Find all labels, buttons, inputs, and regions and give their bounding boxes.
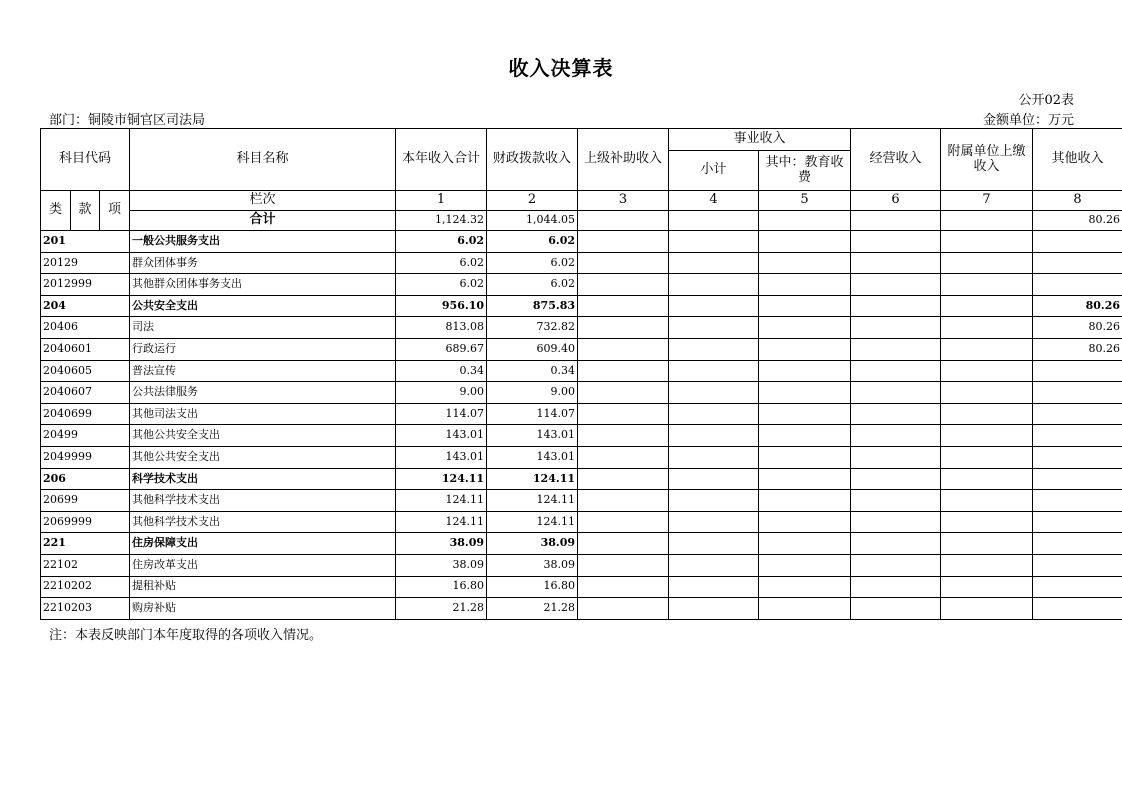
row-col8 xyxy=(1033,490,1122,512)
row-col6 xyxy=(851,533,941,555)
row-code: 2049999 xyxy=(41,446,130,468)
row-col4 xyxy=(669,468,759,490)
row-col4 xyxy=(669,425,759,447)
row-col6 xyxy=(851,425,941,447)
table-row xyxy=(41,338,1122,360)
colnum-3: 3 xyxy=(578,191,669,211)
table-row xyxy=(41,317,1122,339)
row-col1: 143.01 xyxy=(396,425,487,447)
row-col1: 124.11 xyxy=(396,468,487,490)
row-col4 xyxy=(669,338,759,360)
row-col5 xyxy=(759,511,851,533)
row-col3 xyxy=(578,490,669,512)
row-col7 xyxy=(941,468,1033,490)
row-col7 xyxy=(941,338,1033,360)
total-col3 xyxy=(578,211,669,231)
row-col8 xyxy=(1033,382,1122,404)
table-row xyxy=(41,295,1122,317)
row-col4 xyxy=(669,252,759,274)
amount-unit-label: 金额单位：万元 xyxy=(982,113,1074,128)
row-col3 xyxy=(578,533,669,555)
row-col2: 0.34 xyxy=(487,360,578,382)
row-col8 xyxy=(1033,360,1122,382)
row-col1: 16.80 xyxy=(396,576,487,598)
table-row xyxy=(41,274,1122,296)
row-col3 xyxy=(578,360,669,382)
row-col2: 875.83 xyxy=(487,295,578,317)
row-col7 xyxy=(941,446,1033,468)
row-name: 其他科学技术支出 xyxy=(130,511,396,533)
row-col6 xyxy=(851,274,941,296)
row-col6 xyxy=(851,382,941,404)
row-col7 xyxy=(941,231,1033,253)
row-code: 2040601 xyxy=(41,338,130,360)
row-col8 xyxy=(1033,274,1122,296)
row-col6 xyxy=(851,446,941,468)
colnum-2: 2 xyxy=(487,191,578,211)
row-col3 xyxy=(578,554,669,576)
row-col7 xyxy=(941,382,1033,404)
header-name: 科目名称 xyxy=(130,129,396,191)
row-col8 xyxy=(1033,403,1122,425)
colnum-4: 4 xyxy=(669,191,759,211)
row-name: 住房保障支出 xyxy=(130,533,396,555)
row-name: 行政运行 xyxy=(130,338,396,360)
row-col4 xyxy=(669,576,759,598)
row-col3 xyxy=(578,295,669,317)
row-col3 xyxy=(578,252,669,274)
total-col7 xyxy=(941,211,1033,231)
row-col5 xyxy=(759,554,851,576)
colnum-8: 8 xyxy=(1033,191,1122,211)
table-row xyxy=(41,576,1122,598)
row-col1: 6.02 xyxy=(396,274,487,296)
row-name: 司法 xyxy=(130,317,396,339)
row-code: 201 xyxy=(41,231,130,253)
row-col8: 80.26 xyxy=(1033,317,1122,339)
row-col3 xyxy=(578,231,669,253)
row-col6 xyxy=(851,360,941,382)
row-col6 xyxy=(851,554,941,576)
row-name: 一般公共服务支出 xyxy=(130,231,396,253)
row-code: 2012999 xyxy=(41,274,130,296)
row-col5 xyxy=(759,598,851,620)
row-code: 2069999 xyxy=(41,511,130,533)
row-col4 xyxy=(669,231,759,253)
row-col6 xyxy=(851,511,941,533)
row-col3 xyxy=(578,425,669,447)
row-col7 xyxy=(941,554,1033,576)
row-col5 xyxy=(759,295,851,317)
table-row xyxy=(41,382,1122,404)
colnum-1: 1 xyxy=(396,191,487,211)
row-col5 xyxy=(759,576,851,598)
row-col1: 114.07 xyxy=(396,403,487,425)
total-col6 xyxy=(851,211,941,231)
row-col2: 6.02 xyxy=(487,252,578,274)
row-col7 xyxy=(941,403,1033,425)
row-name: 其他公共安全支出 xyxy=(130,425,396,447)
row-col6 xyxy=(851,576,941,598)
row-col7 xyxy=(941,490,1033,512)
row-col3 xyxy=(578,598,669,620)
row-col1: 813.08 xyxy=(396,317,487,339)
row-name: 提租补贴 xyxy=(130,576,396,598)
header-code: 科目代码 xyxy=(41,129,130,191)
row-name: 购房补贴 xyxy=(130,598,396,620)
row-col2: 114.07 xyxy=(487,403,578,425)
table-row xyxy=(41,446,1122,468)
row-col8 xyxy=(1033,533,1122,555)
row-code: 20406 xyxy=(41,317,130,339)
row-col5 xyxy=(759,446,851,468)
total-row xyxy=(41,211,1122,231)
row-col7 xyxy=(941,511,1033,533)
row-col6 xyxy=(851,317,941,339)
row-col3 xyxy=(578,468,669,490)
table-row xyxy=(41,554,1122,576)
total-col2: 1,044.05 xyxy=(487,211,578,231)
header-lei: 类 xyxy=(41,191,71,231)
row-code: 221 xyxy=(41,533,130,555)
row-name: 科学技术支出 xyxy=(130,468,396,490)
row-col7 xyxy=(941,425,1033,447)
row-col4 xyxy=(669,382,759,404)
total-col4 xyxy=(669,211,759,231)
row-col2: 124.11 xyxy=(487,511,578,533)
row-name: 公共法律服务 xyxy=(130,382,396,404)
row-col1: 6.02 xyxy=(396,231,487,253)
row-code: 206 xyxy=(41,468,130,490)
header-row-1 xyxy=(41,129,1122,151)
colnum-5: 5 xyxy=(759,191,851,211)
table-row xyxy=(41,425,1122,447)
table-row xyxy=(41,598,1122,620)
row-col4 xyxy=(669,490,759,512)
row-col1: 21.28 xyxy=(396,598,487,620)
row-col5 xyxy=(759,360,851,382)
row-col6 xyxy=(851,295,941,317)
row-col8 xyxy=(1033,231,1122,253)
row-col2: 124.11 xyxy=(487,468,578,490)
header-col3: 上级补助收入 xyxy=(578,129,669,191)
row-col7 xyxy=(941,295,1033,317)
row-col5 xyxy=(759,338,851,360)
row-col5 xyxy=(759,533,851,555)
row-col3 xyxy=(578,576,669,598)
row-col3 xyxy=(578,338,669,360)
row-col6 xyxy=(851,338,941,360)
colnum-6: 6 xyxy=(851,191,941,211)
row-col5 xyxy=(759,231,851,253)
row-name: 其他司法支出 xyxy=(130,403,396,425)
header-lanci: 栏次 xyxy=(130,191,396,211)
row-col2: 143.01 xyxy=(487,425,578,447)
row-col1: 124.11 xyxy=(396,511,487,533)
row-col2: 6.02 xyxy=(487,231,578,253)
row-col7 xyxy=(941,274,1033,296)
row-col2: 124.11 xyxy=(487,490,578,512)
row-col5 xyxy=(759,317,851,339)
table-row xyxy=(41,403,1122,425)
row-col4 xyxy=(669,598,759,620)
header-shiye: 事业收入 xyxy=(669,129,851,151)
row-col1: 124.11 xyxy=(396,490,487,512)
row-code: 2210203 xyxy=(41,598,130,620)
row-code: 22102 xyxy=(41,554,130,576)
row-col5 xyxy=(759,468,851,490)
row-code: 2210202 xyxy=(41,576,130,598)
row-name: 住房改革支出 xyxy=(130,554,396,576)
header-col1: 本年收入合计 xyxy=(396,129,487,191)
row-name: 普法宣传 xyxy=(130,360,396,382)
row-col7 xyxy=(941,533,1033,555)
row-col5 xyxy=(759,425,851,447)
row-col6 xyxy=(851,598,941,620)
header-col5: 其中：教育收费 xyxy=(759,151,851,191)
row-col8 xyxy=(1033,576,1122,598)
row-col4 xyxy=(669,554,759,576)
row-col4 xyxy=(669,274,759,296)
row-col8 xyxy=(1033,598,1122,620)
row-col4 xyxy=(669,446,759,468)
table-row xyxy=(41,511,1122,533)
row-col3 xyxy=(578,446,669,468)
row-col2: 732.82 xyxy=(487,317,578,339)
table-row xyxy=(41,360,1122,382)
row-col6 xyxy=(851,252,941,274)
row-col4 xyxy=(669,533,759,555)
row-code: 2040699 xyxy=(41,403,130,425)
row-col7 xyxy=(941,317,1033,339)
row-col4 xyxy=(669,403,759,425)
row-col1: 38.09 xyxy=(396,533,487,555)
header-xiang: 项 xyxy=(100,191,130,231)
row-col2: 38.09 xyxy=(487,533,578,555)
row-col8 xyxy=(1033,554,1122,576)
row-col7 xyxy=(941,360,1033,382)
total-label: 合计 xyxy=(130,211,396,231)
row-col4 xyxy=(669,295,759,317)
row-col4 xyxy=(669,317,759,339)
table-row xyxy=(41,490,1122,512)
row-code: 2040605 xyxy=(41,360,130,382)
row-col2: 9.00 xyxy=(487,382,578,404)
total-col5 xyxy=(759,211,851,231)
row-col1: 0.34 xyxy=(396,360,487,382)
row-name: 群众团体事务 xyxy=(130,252,396,274)
row-col2: 21.28 xyxy=(487,598,578,620)
row-col3 xyxy=(578,511,669,533)
header-kuan: 款 xyxy=(71,191,100,231)
header-col8: 其他收入 xyxy=(1033,129,1122,191)
row-col5 xyxy=(759,490,851,512)
row-name: 公共安全支出 xyxy=(130,295,396,317)
row-col7 xyxy=(941,598,1033,620)
header-col7: 附属单位上缴收入 xyxy=(941,129,1033,191)
header-col4: 小计 xyxy=(669,151,759,191)
form-code: 公开02表 xyxy=(1018,93,1074,108)
row-col5 xyxy=(759,403,851,425)
department-label: 部门：铜陵市铜官区司法局 xyxy=(49,113,206,128)
total-col1: 1,124.32 xyxy=(396,211,487,231)
row-name: 其他科学技术支出 xyxy=(130,490,396,512)
header-col2: 财政拨款收入 xyxy=(487,129,578,191)
row-name: 其他公共安全支出 xyxy=(130,446,396,468)
row-col5 xyxy=(759,274,851,296)
row-col2: 609.40 xyxy=(487,338,578,360)
colnum-7: 7 xyxy=(941,191,1033,211)
table-row xyxy=(41,252,1122,274)
row-col3 xyxy=(578,274,669,296)
row-col1: 143.01 xyxy=(396,446,487,468)
row-col2: 6.02 xyxy=(487,274,578,296)
row-col5 xyxy=(759,252,851,274)
row-col6 xyxy=(851,468,941,490)
row-code: 204 xyxy=(41,295,130,317)
table-note: 注：本表反映部门本年度取得的各项收入情况。 xyxy=(49,628,323,643)
row-col6 xyxy=(851,490,941,512)
row-code: 20699 xyxy=(41,490,130,512)
row-code: 20129 xyxy=(41,252,130,274)
row-col3 xyxy=(578,382,669,404)
header-col6: 经营收入 xyxy=(851,129,941,191)
row-col5 xyxy=(759,382,851,404)
row-col4 xyxy=(669,511,759,533)
row-col8 xyxy=(1033,468,1122,490)
row-col1: 689.67 xyxy=(396,338,487,360)
row-col4 xyxy=(669,360,759,382)
row-col2: 16.80 xyxy=(487,576,578,598)
row-col2: 143.01 xyxy=(487,446,578,468)
row-col8: 80.26 xyxy=(1033,295,1122,317)
row-col2: 38.09 xyxy=(487,554,578,576)
table-row xyxy=(41,468,1122,490)
row-col7 xyxy=(941,252,1033,274)
page-title: 收入决算表 xyxy=(508,56,614,80)
row-col8 xyxy=(1033,446,1122,468)
row-code: 20499 xyxy=(41,425,130,447)
row-col6 xyxy=(851,403,941,425)
income-table xyxy=(40,128,1122,620)
row-col1: 956.10 xyxy=(396,295,487,317)
row-name: 其他群众团体事务支出 xyxy=(130,274,396,296)
row-col1: 9.00 xyxy=(396,382,487,404)
row-col3 xyxy=(578,403,669,425)
row-col7 xyxy=(941,576,1033,598)
row-col8 xyxy=(1033,252,1122,274)
row-col8 xyxy=(1033,425,1122,447)
row-code: 2040607 xyxy=(41,382,130,404)
row-col1: 6.02 xyxy=(396,252,487,274)
row-col3 xyxy=(578,317,669,339)
row-col8: 80.26 xyxy=(1033,338,1122,360)
total-col8: 80.26 xyxy=(1033,211,1122,231)
row-col8 xyxy=(1033,511,1122,533)
row-col6 xyxy=(851,231,941,253)
table-row xyxy=(41,533,1122,555)
column-number-row xyxy=(41,191,1122,211)
row-col1: 38.09 xyxy=(396,554,487,576)
table-row xyxy=(41,231,1122,253)
